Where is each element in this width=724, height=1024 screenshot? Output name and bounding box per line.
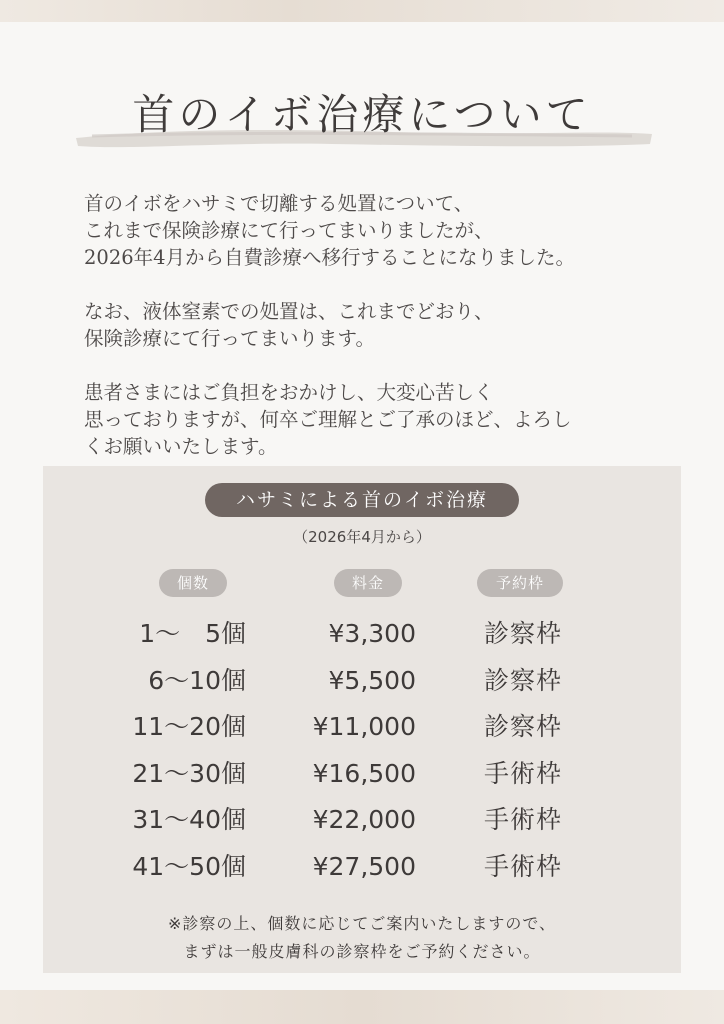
intro-line: 思っておりますが、何卒ご理解とご了承のほど、よろし — [84, 408, 572, 431]
page-title: 首のイボ治療について — [132, 90, 592, 139]
price-panel-heading: ハサミによる首のイボ治療 — [205, 483, 519, 517]
intro-paragraph — [84, 379, 684, 460]
column-header-price: 料金 — [334, 569, 402, 597]
effective-date: （2026年4月から） — [293, 528, 431, 546]
intro-paragraph — [84, 298, 684, 352]
intro-line: 首のイボをハサミで切離する処置について、 — [84, 192, 474, 215]
table-row — [43, 751, 681, 798]
price-cell: ¥11,000 — [312, 712, 416, 741]
footnote-line: まずは一般皮膚科の診察枠をご予約ください。 — [183, 942, 541, 961]
footnote-line: ※診察の上、個数に応じてご案内いたしますので、 — [167, 914, 557, 933]
price-panel — [43, 466, 681, 973]
slot-cell: 診察枠 — [483, 619, 562, 648]
count-cell: 41〜50個 — [132, 851, 246, 881]
count-cell: 1〜 5個 — [139, 619, 246, 648]
footnote — [43, 910, 681, 966]
price-cell: ¥27,500 — [312, 851, 416, 881]
table-row — [43, 797, 681, 844]
price-cell: ¥16,500 — [312, 758, 416, 788]
intro-line: 2026年4月から自費診療へ移行することになりました。 — [84, 246, 576, 269]
table-row — [43, 611, 681, 658]
intro-line: これまで保険診療にて行ってまいりましたが、 — [84, 219, 494, 242]
column-header-count: 個数 — [159, 569, 227, 597]
title-area — [0, 62, 724, 162]
price-cell: ¥22,000 — [312, 805, 416, 834]
column-header-slot: 予約枠 — [477, 569, 563, 597]
top-wood-texture — [0, 0, 724, 22]
slot-cell: 診察枠 — [483, 712, 562, 741]
count-cell: 11〜20個 — [132, 712, 246, 741]
intro-text — [84, 190, 684, 487]
count-cell: 31〜40個 — [132, 805, 246, 834]
price-cell: ¥3,300 — [328, 619, 416, 648]
table-row — [43, 844, 681, 891]
intro-line: くお願いいたします。 — [84, 435, 278, 458]
table-row — [43, 658, 681, 705]
intro-paragraph — [84, 190, 684, 271]
count-cell: 6〜10個 — [148, 665, 246, 695]
price-table — [43, 611, 681, 890]
table-row — [43, 704, 681, 751]
price-cell: ¥5,500 — [328, 665, 416, 695]
intro-line: 保険診療にて行ってまいります。 — [84, 327, 375, 350]
intro-line: 患者さまにはご負担をおかけし、大変心苦しく — [84, 381, 494, 404]
slot-cell: 手術枠 — [483, 851, 562, 881]
count-cell: 21〜30個 — [132, 758, 246, 788]
slot-cell: 手術枠 — [483, 758, 562, 788]
intro-line: なお、液体窒素での処置は、これまでどおり、 — [84, 300, 494, 323]
bottom-wood-texture — [0, 990, 724, 1024]
slot-cell: 診察枠 — [483, 665, 562, 695]
slot-cell: 手術枠 — [483, 805, 562, 834]
